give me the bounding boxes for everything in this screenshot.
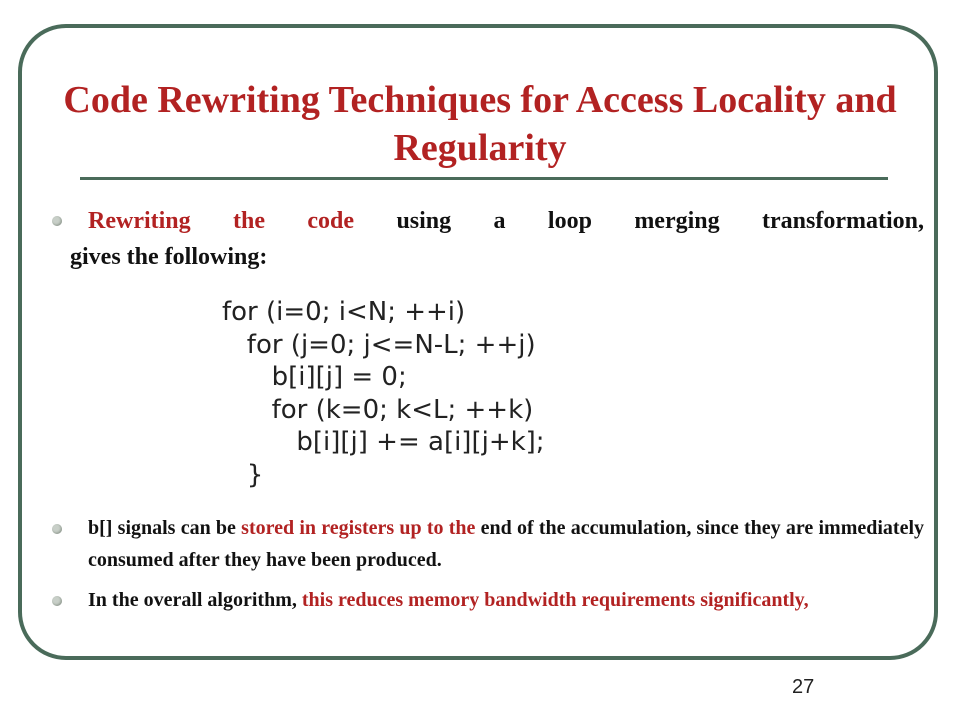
bullet-3-part-1: In the overall algorithm, — [88, 589, 302, 611]
page-number: 27 — [792, 676, 815, 698]
bullet-icon — [52, 216, 62, 226]
code-line: } — [222, 459, 264, 490]
code-line: b[i][j] = 0; — [222, 362, 407, 392]
bullet-text-1 — [70, 203, 924, 275]
bullet-1-line-1 — [88, 203, 924, 239]
code-line: for (k=0; k<L; ++k) — [222, 394, 534, 425]
bullet-icon — [52, 596, 62, 606]
bullet-text-2 — [88, 512, 924, 576]
bullet-text-3 — [88, 584, 924, 616]
code-line: b[i][j] += a[i][j+k]; — [222, 427, 545, 457]
bullet-1-line-2: gives the following: — [70, 244, 268, 270]
bullet-1-rest: using a loop merging transformation, — [354, 208, 924, 234]
bullet-icon — [52, 524, 62, 534]
slide-title: Code Rewriting Techniques for Access Locality and Regularity — [63, 79, 897, 169]
code-line: for (j=0; j<=N-L; ++j) — [222, 329, 536, 360]
code-line: for (i=0; i<N; ++i) — [222, 297, 466, 327]
bullet-3-highlight: this reduces memory bandwidth requirements significantly, — [301, 589, 809, 611]
code-block — [222, 296, 545, 491]
bullet-1-highlight: Rewriting the code — [88, 208, 355, 234]
bullet-2-part-1: b[] signals can be — [88, 517, 242, 539]
bullet-2-highlight: stored in registers up to the — [241, 517, 476, 539]
title-divider — [80, 177, 888, 180]
bullet-2-part-2: end of the accumulation, since they are immediately consumed after they have been produced. — [88, 517, 925, 571]
